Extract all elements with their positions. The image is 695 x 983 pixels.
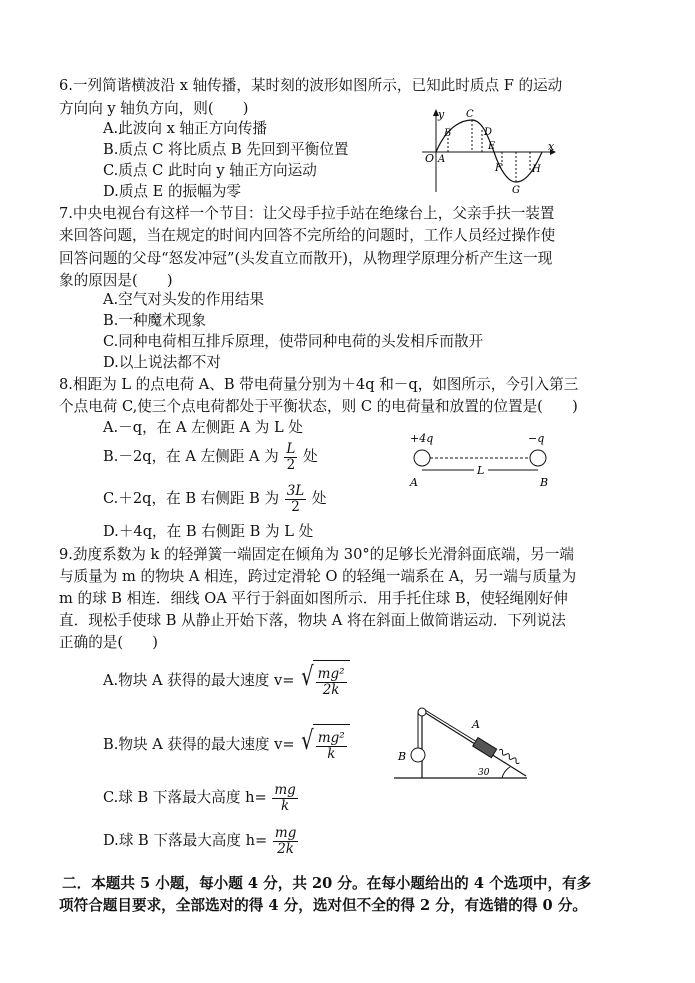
angle-arc — [502, 767, 510, 778]
section-2-heading-line-1: 二．本题共 5 小题，每小题 4 分，共 20 分。在每小题给出的 4 个选项中，有多 — [62, 875, 592, 892]
block-a — [473, 738, 497, 758]
q8-charges-figure — [404, 430, 564, 490]
q8-option-c — [103, 481, 327, 517]
distance-label: L — [477, 464, 485, 477]
q9-stem-line-1: 9.劲度系数为 k 的轻弹簧一端固定在倾角为 30°的足够长光滑斜面底端，另一端 — [59, 546, 574, 563]
q9-option-a-text: A.物块 A 获得的最大速度 v= — [103, 672, 295, 689]
fraction-denominator: 2 — [291, 498, 300, 515]
section-2-heading-line-2: 项符合题目要求，全部选对的得 4 分，选对但不全的得 2 分，有选错的得 0 分。 — [59, 897, 587, 914]
point-f-label: F — [495, 163, 502, 174]
q8-option-c-fraction — [285, 484, 307, 515]
q9-option-c — [103, 780, 299, 816]
sqrt-symbol: √ $\frac{\text{mg²}}{2k}$ — [299, 660, 349, 702]
q6-stem-line-2: 方向向 y 轴负方向，则( ) — [59, 100, 249, 117]
q9-option-c-text: C.球 B 下落最大高度 h= — [103, 789, 267, 806]
point-a-label: A — [438, 154, 446, 165]
q9-stem-line-3: m 的球 B 相连．细线 OA 平行于斜面如图所示．用手托住球 B，使轻绳刚好伸 — [59, 590, 568, 607]
q7-option-c: C.同种电荷相互排斥原理，使带同种电荷的头发相斥而散开 — [103, 333, 484, 350]
charge-b-value: −q — [528, 432, 545, 445]
q7-stem-line-4: 象的原因是( ) — [59, 272, 173, 289]
point-h-label: H — [532, 164, 541, 175]
q6-wave-figure — [420, 108, 560, 196]
charge-a-value: +4q — [410, 432, 434, 445]
point-g-label: G — [512, 185, 520, 196]
point-e-label: E — [488, 141, 496, 152]
q8-stem-line-1: 8.相距为 L 的点电荷 A、B 带电荷量分别为＋4q 和－q，如图所示，今引入第三 — [59, 376, 579, 393]
point-b-label: B — [444, 128, 452, 139]
q7-option-b: B.一种魔术现象 — [103, 312, 206, 329]
q7-option-d: D.以上说法都不对 — [103, 354, 221, 371]
q8-option-c-suffix: 处 — [311, 490, 327, 507]
q7-option-a: A.空气对头发的作用结果 — [103, 291, 265, 308]
q7-stem-line-1: 7.中央电视台有这样一个节目：让父母手拉手站在绝缘台上，父亲手扶一装置 — [59, 205, 555, 222]
x-label: x — [548, 140, 555, 153]
y-label: y — [438, 108, 445, 121]
block-a-label: A — [472, 718, 480, 731]
q6-option-a: A.此波向 x 轴正方向传播 — [103, 120, 268, 137]
q6-option-d: D.质点 E 的振幅为零 — [103, 183, 241, 200]
charge-b-label: B — [540, 476, 549, 489]
charge-a-circle — [414, 450, 430, 466]
q9-stem-line-5: 正确的是( ) — [59, 634, 158, 651]
spring — [498, 748, 520, 764]
q7-stem-line-2: 来回答问题，当在规定的时间内回答不完所给的问题时，工作人员经过操作使 — [59, 227, 556, 244]
q9-option-d — [103, 823, 299, 859]
q9-option-a-fraction — [316, 667, 347, 698]
q9-stem-line-4: 直．现松手使球 B 从静止开始下落，物块 A 将在斜面上做简谐运动．下列说法 — [59, 612, 566, 629]
origin-label: O — [425, 152, 435, 165]
q8-stem-line-2: 个点电荷 C,使三个点电荷都处于平衡状态，则 C 的电荷量和放置的位置是( ) — [59, 398, 578, 415]
q7-stem-line-3: 回答问题的父母“怒发冲冠”(头发直立而散开)，从物理学原理分析产生这一现 — [59, 250, 553, 267]
point-d-label: D — [484, 127, 493, 138]
sqrt-symbol: √ $\frac{\text{mg²}}{k}$ — [299, 724, 349, 766]
ball-b-label: B — [398, 750, 407, 763]
q8-option-b-fraction — [284, 442, 297, 473]
q8-option-a: A.－q，在 A 左侧距 A 为 L 处 — [103, 419, 303, 436]
q9-incline-figure — [392, 700, 532, 784]
ball-b — [411, 748, 425, 762]
charge-b-circle — [530, 450, 546, 466]
fraction-denominator: k — [327, 745, 336, 762]
q9-option-d-text: D.球 B 下落最大高度 h= — [103, 832, 268, 849]
q6-stem-line-1: 6.一列简谐横波沿 x 轴传播，某时刻的波形如图所示，已知此时质点 F 的运动 — [59, 77, 563, 94]
q6-option-b: B.质点 C 将比质点 B 先回到平衡位置 — [103, 141, 349, 158]
fraction-numerator: mg² — [317, 729, 345, 746]
q9-stem-line-2: 与质量为 m 的物块 A 相连，跨过定滑轮 O 的轻绳一端系在 A，另一端与质量为 — [59, 568, 577, 585]
fraction-numerator: mg — [274, 781, 296, 798]
q8-option-b — [103, 439, 318, 475]
q9-option-b — [103, 724, 350, 766]
q9-option-a — [103, 660, 350, 702]
fraction-numerator: mg² — [317, 665, 345, 682]
angle-label: 30 — [478, 768, 490, 778]
fraction-numerator: mg — [274, 824, 297, 841]
q9-option-b-fraction — [316, 731, 347, 762]
q6-option-c: C.质点 C 此时向 y 轴正方向运动 — [103, 162, 317, 179]
point-c-label: C — [466, 109, 474, 120]
q9-option-d-fraction — [273, 826, 298, 857]
fraction-denominator: 2k — [277, 840, 294, 857]
pulley — [418, 708, 426, 716]
q8-option-b-suffix: 处 — [303, 448, 318, 465]
fraction-denominator: k — [280, 797, 290, 814]
fraction-numerator: L — [286, 440, 296, 457]
q9-option-b-text: B.物块 A 获得的最大速度 v= — [103, 736, 295, 753]
rope-to-block — [425, 710, 477, 742]
q8-option-c-text: C.＋2q，在 B 右侧距 B 为 — [103, 490, 280, 507]
fraction-numerator: 3L — [286, 482, 305, 499]
q8-option-b-text: B.－2q，在 A 左侧距 A 为 — [103, 448, 279, 465]
q8-option-d: D.＋4q，在 B 右侧距 B 为 L 处 — [103, 523, 314, 540]
fraction-denominator: 2k — [322, 681, 340, 698]
fraction-denominator: 2 — [286, 456, 296, 473]
charge-a-label: A — [410, 476, 418, 489]
q9-option-c-fraction — [272, 783, 297, 814]
